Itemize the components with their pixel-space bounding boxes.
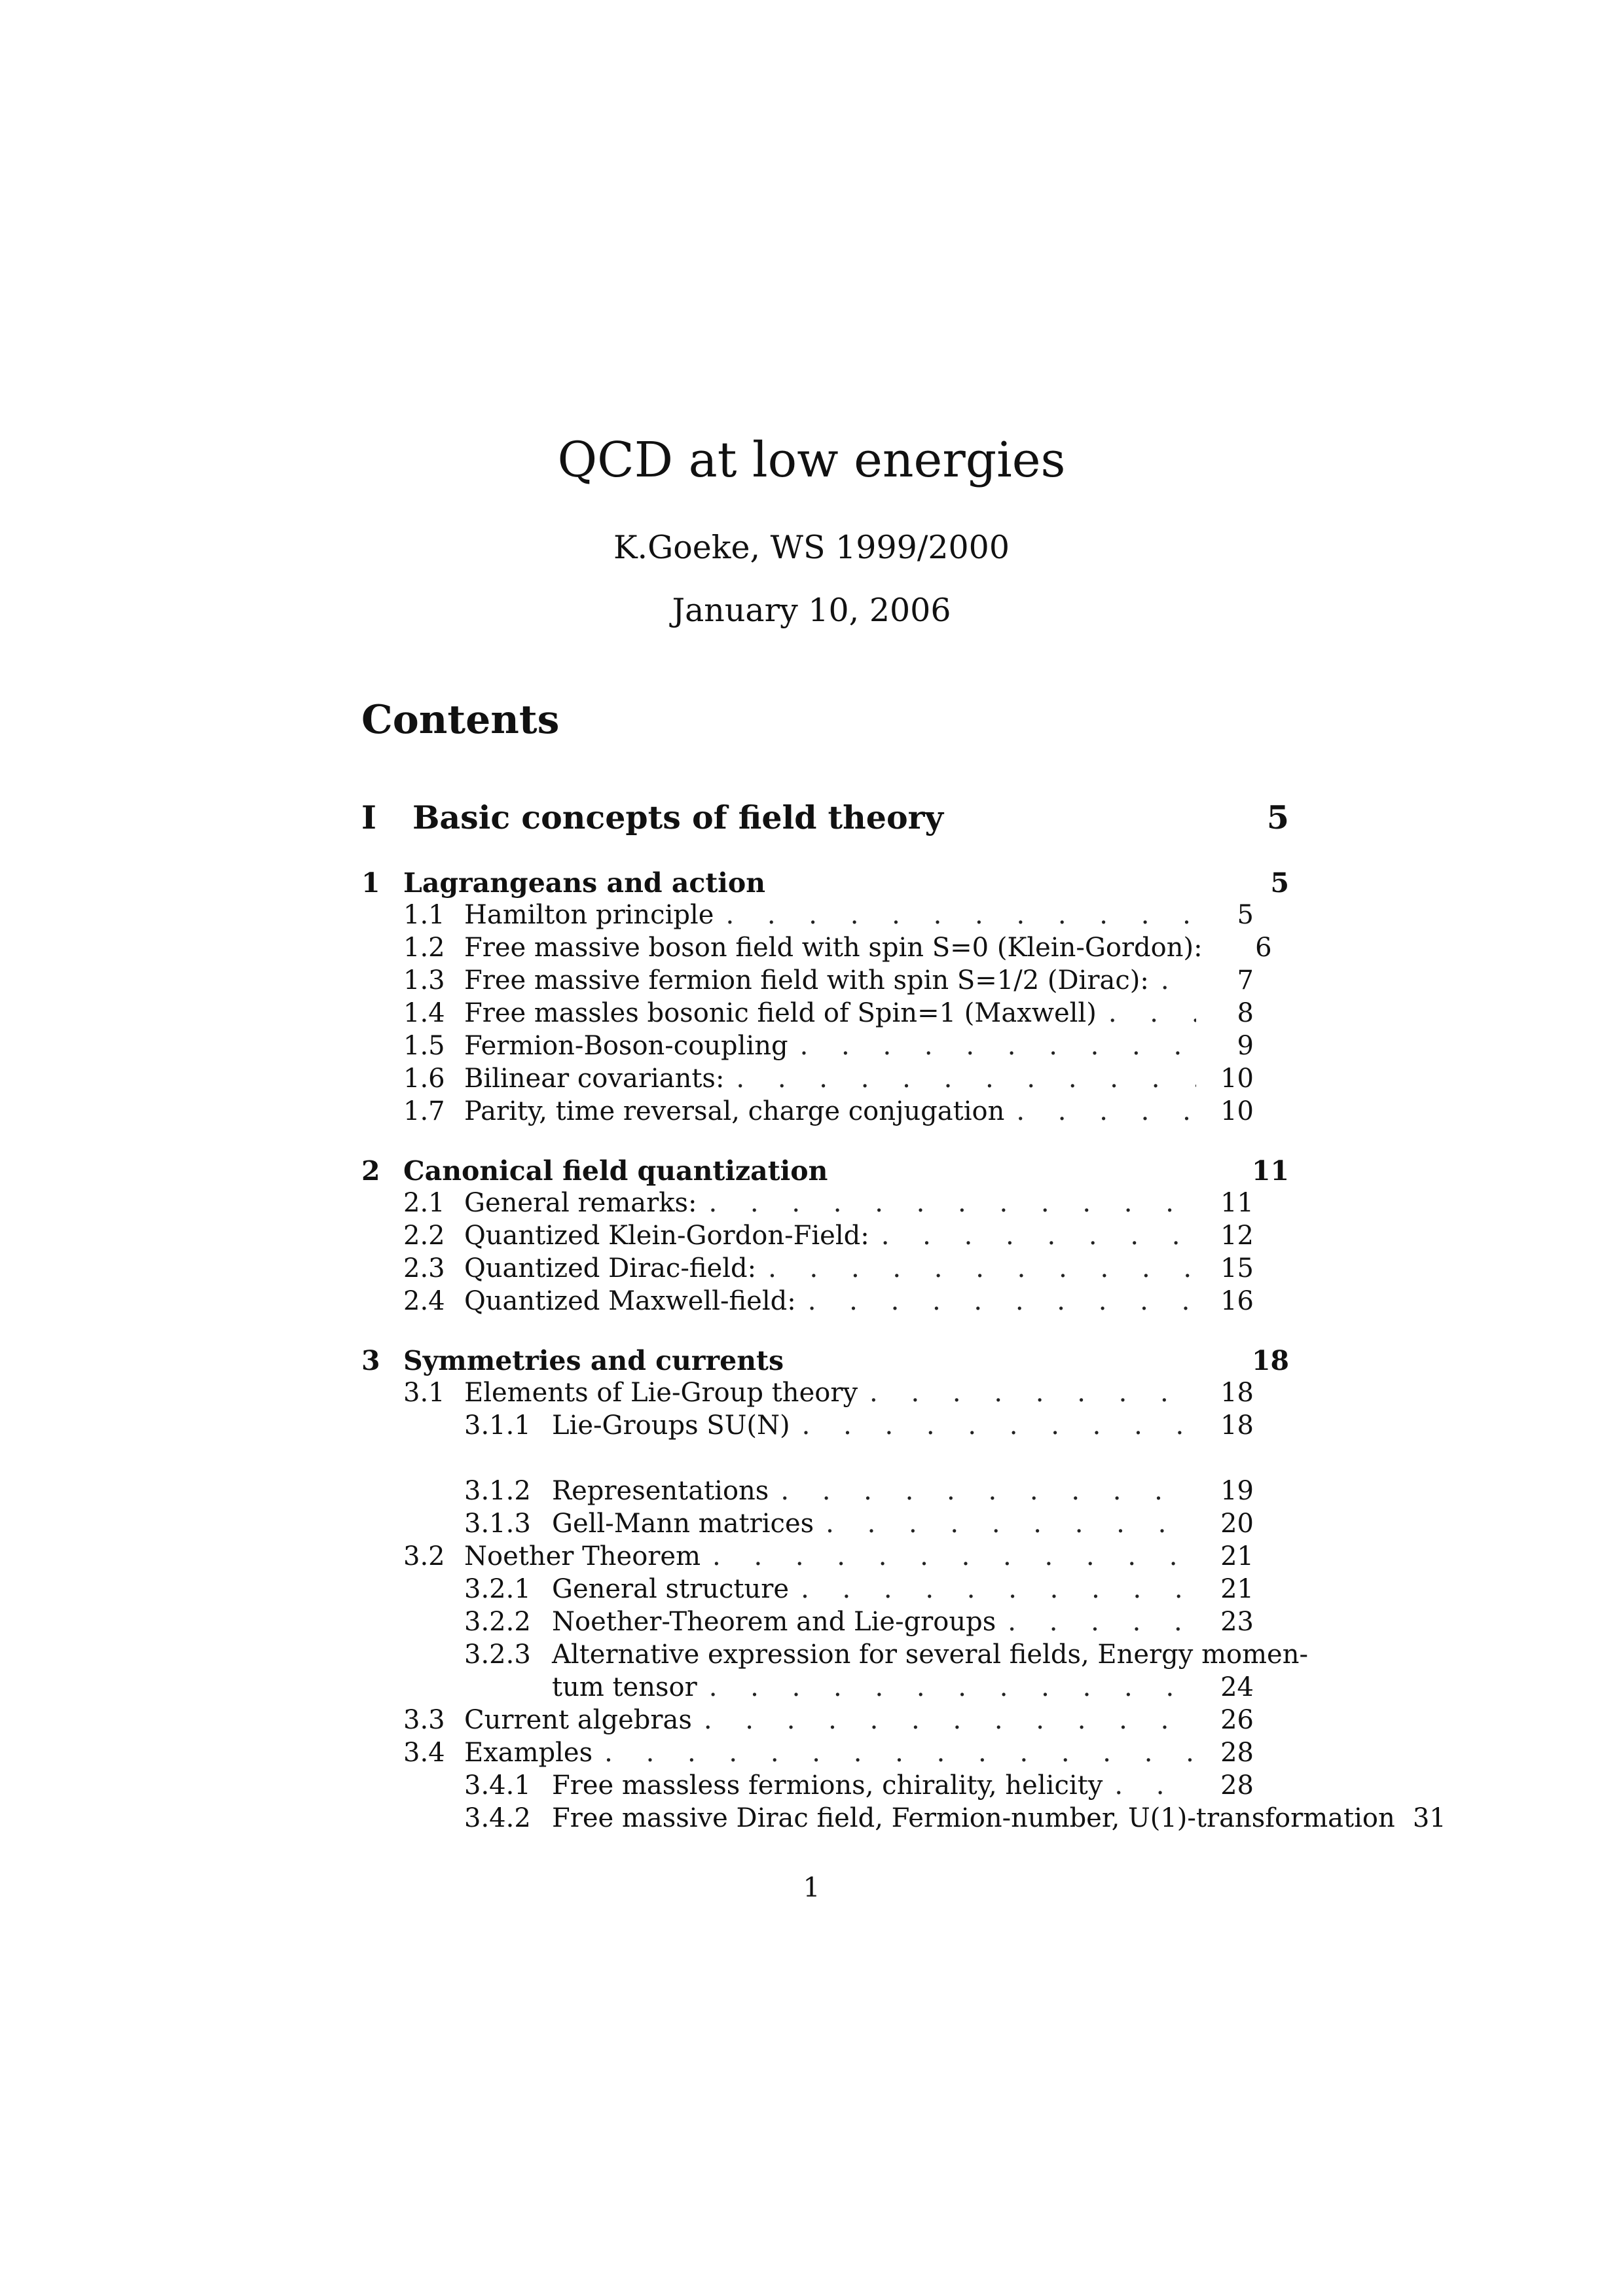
toc-entry[interactable] — [464, 965, 1254, 996]
toc-entry[interactable] — [464, 1738, 1254, 1768]
toc-entry[interactable] — [552, 1672, 1254, 1702]
dot-leader — [802, 1410, 1196, 1441]
toc-entry-title-line2[interactable]: tum tensor — [552, 1672, 697, 1702]
toc-section-number: 1.5 — [403, 1031, 445, 1061]
toc-entry-page: 20 — [1220, 1509, 1254, 1539]
toc-entry[interactable] — [552, 1574, 1254, 1604]
dot-leader — [780, 1476, 1196, 1506]
toc-section-number: 2.3 — [403, 1253, 445, 1283]
part-number: I — [361, 798, 376, 836]
toc-entry-page: 23 — [1220, 1607, 1254, 1637]
toc-entry-title[interactable]: Examples — [464, 1738, 593, 1768]
toc-entry[interactable] — [464, 1064, 1254, 1094]
toc-entry[interactable] — [464, 1031, 1254, 1061]
contents-heading: Contents — [361, 697, 560, 743]
toc-entry[interactable] — [464, 1541, 1254, 1571]
dot-leader — [808, 1286, 1196, 1316]
toc-subsection-number: 3.1.3 — [464, 1509, 531, 1539]
dot-leader — [709, 1672, 1196, 1702]
toc-entry-title[interactable]: Free massless fermions, chirality, helicity — [552, 1770, 1103, 1801]
dot-leader — [800, 1031, 1196, 1061]
chapter-page: 11 — [1251, 1155, 1289, 1187]
chapter-title[interactable]: Symmetries and currents — [403, 1345, 784, 1376]
toc-entry[interactable] — [464, 1286, 1254, 1316]
toc-entry-title[interactable]: Fermion-Boson-coupling — [464, 1031, 788, 1061]
chapter-title[interactable]: Lagrangeans and action — [403, 867, 766, 899]
dot-leader — [604, 1738, 1196, 1768]
toc-entry-page: 18 — [1220, 1410, 1254, 1441]
toc-entry[interactable] — [464, 1221, 1254, 1251]
chapter-number: 3 — [361, 1345, 380, 1376]
dot-leader — [725, 900, 1196, 930]
toc-entry[interactable] — [552, 1509, 1254, 1539]
toc-entry-page: 24 — [1220, 1672, 1254, 1702]
toc-entry-title[interactable]: Free massles bosonic field of Spin=1 (Maxwell) — [464, 998, 1097, 1028]
toc-entry-title[interactable]: Elements of Lie-Group theory — [464, 1378, 858, 1408]
toc-section-number: 3.1 — [403, 1378, 445, 1408]
chapter-title[interactable]: Canonical field quantization — [403, 1155, 828, 1187]
toc-entry[interactable] — [464, 1705, 1254, 1735]
toc-subsection-number: 3.1.1 — [464, 1410, 531, 1441]
toc-section-number: 1.7 — [403, 1096, 445, 1126]
toc-subsection-number: 3.4.1 — [464, 1770, 531, 1801]
toc-section-number: 3.3 — [403, 1705, 445, 1735]
toc-entry[interactable] — [464, 900, 1254, 930]
toc-subsection-number: 3.2.3 — [464, 1640, 531, 1670]
dot-leader — [708, 1188, 1196, 1218]
toc-entry[interactable] — [464, 998, 1254, 1028]
document-title: QCD at low energies — [557, 432, 1066, 488]
toc-subsection-number: 3.1.2 — [464, 1476, 531, 1506]
toc-entry[interactable] — [464, 1378, 1254, 1408]
dot-leader — [736, 1064, 1196, 1094]
toc-section-number: 2.4 — [403, 1286, 445, 1316]
toc-entry-page: 28 — [1220, 1738, 1254, 1768]
dot-leader — [704, 1705, 1196, 1735]
toc-entry-title[interactable]: Noether Theorem — [464, 1541, 701, 1571]
toc-entry-page: 21 — [1220, 1574, 1254, 1604]
dot-leader — [1016, 1096, 1196, 1126]
chapter-number: 1 — [361, 867, 380, 899]
toc-entry[interactable] — [464, 1096, 1254, 1126]
toc-subsection-number: 3.2.2 — [464, 1607, 531, 1637]
page-number: 1 — [803, 1872, 820, 1903]
date-line: January 10, 2006 — [672, 592, 951, 629]
toc-section-number: 1.4 — [403, 998, 445, 1028]
dot-leader — [869, 1378, 1196, 1408]
dot-leader — [881, 1221, 1196, 1251]
dot-leader — [1008, 1607, 1196, 1637]
toc-entry-page: 16 — [1220, 1286, 1254, 1316]
toc-entry-page: 19 — [1220, 1476, 1254, 1506]
chapter-page: 5 — [1270, 867, 1289, 899]
toc-entry-title[interactable]: Gell-Mann matrices — [552, 1509, 814, 1539]
toc-entry-title[interactable]: Quantized Klein-Gordon-Field: — [464, 1221, 869, 1251]
dot-leader — [712, 1541, 1196, 1571]
toc-entry[interactable] — [464, 1253, 1254, 1283]
chapter-page: 18 — [1251, 1345, 1289, 1376]
toc-entry-title[interactable]: Quantized Maxwell-field: — [464, 1286, 796, 1316]
toc-subsection-number: 3.2.1 — [464, 1574, 531, 1604]
part-page: 5 — [1266, 798, 1289, 836]
toc-entry-title[interactable]: Free massive Dirac field, Fermion-number, U(1)-transformation — [552, 1803, 1395, 1833]
toc-section-number: 3.4 — [403, 1738, 445, 1768]
toc-entry-page: 18 — [1220, 1378, 1254, 1408]
toc-entry[interactable] — [552, 1770, 1254, 1801]
toc-entry-page: 5 — [1237, 900, 1254, 930]
toc-entry-page: 28 — [1220, 1770, 1254, 1801]
toc-entry-page: 7 — [1237, 965, 1254, 996]
toc-entry-title-line1[interactable]: Alternative expression for several fields, Energy momen- — [552, 1640, 1308, 1670]
toc-section-number: 1.6 — [403, 1064, 445, 1094]
toc-section-number: 3.2 — [403, 1541, 445, 1571]
toc-entry-title[interactable]: Bilinear covariants: — [464, 1064, 725, 1094]
dot-leader — [801, 1574, 1196, 1604]
toc-entry[interactable] — [464, 933, 1272, 963]
toc-subsection-number: 3.4.2 — [464, 1803, 531, 1833]
dot-leader — [768, 1253, 1196, 1283]
dot-leader — [826, 1509, 1196, 1539]
toc-entry-page: 10 — [1220, 1064, 1254, 1094]
toc-section-number: 1.1 — [403, 900, 445, 930]
toc-entry-title[interactable]: Hamilton principle — [464, 900, 714, 930]
toc-entry-title[interactable]: Lie-Groups SU(N) — [552, 1410, 790, 1441]
toc-entry-page: 10 — [1220, 1096, 1254, 1126]
toc-entry-page: 31 — [1412, 1803, 1446, 1833]
toc-entry-page: 26 — [1220, 1705, 1254, 1735]
toc-section-number: 2.2 — [403, 1221, 445, 1251]
toc-entry[interactable] — [464, 1188, 1254, 1218]
toc-entry-title[interactable]: Representations — [552, 1476, 769, 1506]
toc-entry-title[interactable]: Free massive boson field with spin S=0 (Klein-Gordon): — [464, 933, 1203, 963]
toc-entry-title[interactable]: General structure — [552, 1574, 790, 1604]
toc-entry-page: 6 — [1255, 933, 1272, 963]
toc-section-number: 2.1 — [403, 1188, 445, 1218]
toc-entry-title[interactable]: Free massive fermion field with spin S=1/2 (Dirac): — [464, 965, 1149, 996]
dot-leader — [1114, 1770, 1196, 1801]
toc-entry[interactable] — [552, 1476, 1254, 1506]
dot-leader — [1161, 965, 1196, 996]
toc-entry-page: 9 — [1237, 1031, 1254, 1061]
toc-entry-page: 12 — [1220, 1221, 1254, 1251]
toc-entry-page: 15 — [1220, 1253, 1254, 1283]
toc-section-number: 1.2 — [403, 933, 445, 963]
chapter-number: 2 — [361, 1155, 380, 1187]
toc-entry-title[interactable]: General remarks: — [464, 1188, 697, 1218]
toc-entry-title[interactable]: Noether-Theorem and Lie-groups — [552, 1607, 996, 1637]
part-title[interactable]: Basic concepts of field theory — [412, 798, 943, 836]
toc-section-number: 1.3 — [403, 965, 445, 996]
toc-entry-title[interactable]: Quantized Dirac-field: — [464, 1253, 757, 1283]
toc-entry-title[interactable]: Parity, time reversal, charge conjugation — [464, 1096, 1005, 1126]
toc-entry-page: 11 — [1220, 1188, 1254, 1218]
toc-entry[interactable] — [552, 1410, 1254, 1441]
author-line: K.Goeke, WS 1999/2000 — [613, 529, 1010, 566]
toc-entry-page: 8 — [1237, 998, 1254, 1028]
toc-entry-title[interactable]: Current algebras — [464, 1705, 692, 1735]
dot-leader — [1108, 998, 1196, 1028]
toc-entry[interactable] — [552, 1607, 1254, 1637]
toc-entry-page: 21 — [1220, 1541, 1254, 1571]
toc-entry[interactable] — [552, 1803, 1446, 1833]
